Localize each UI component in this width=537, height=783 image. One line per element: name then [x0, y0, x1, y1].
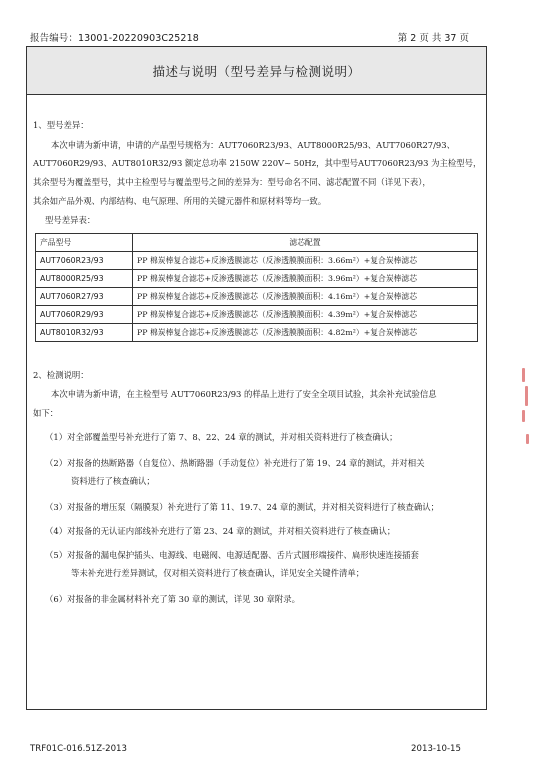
- test-item-1: （1）对全部覆盖型号补充进行了第 7、8、22、24 章的测试，并对相关资料进行了核查确认；: [45, 432, 398, 442]
- report-number: 报告编号：13001-20220903C25218: [30, 33, 199, 44]
- part2-intro-2: 如下：: [33, 408, 59, 418]
- model-difference-table: [35, 233, 478, 342]
- seal-mark: [522, 368, 525, 382]
- section-title: 描述与说明（型号差异与检测说明）: [27, 47, 486, 95]
- seal-mark: [525, 386, 528, 406]
- part1-line-3: 其余型号为覆盖型号，其中主检型号与覆盖型号之间的差异为：型号命名不同、滤芯配置不同（详见下表），: [33, 177, 431, 187]
- test-item-3: （3）对报备的增压泵（隔膜泵）补充进行了第 11、19.7、24 章的测试，并对相关资料进行了核查确认；: [45, 502, 439, 512]
- table-row: [36, 270, 478, 288]
- filter-cell: PP 棉炭棒复合滤芯+反渗透膜滤芯（反渗透膜膜面积：3.96m²）+复合炭棒滤芯: [133, 270, 478, 288]
- test-item-2-cont: 资料进行了核查确认；: [71, 476, 155, 486]
- seal-mark: [526, 434, 529, 444]
- table-row: [36, 288, 478, 306]
- seal-mark: [522, 410, 525, 422]
- part1-line-2: AUT7060R29/93、AUT8010R32/93 额定总功率 2150W 220V~ 50Hz，其中型号AUT7060R23/93 为主检型号，: [33, 158, 482, 168]
- table-row: [36, 306, 478, 324]
- filter-cell: PP 棉炭棒复合滤芯+反渗透膜滤芯（反渗透膜膜面积：4.16m²）+复合炭棒滤芯: [133, 288, 478, 306]
- model-cell: AUT7060R23/93: [36, 252, 133, 270]
- filter-cell: PP 棉炭棒复合滤芯+反渗透膜滤芯（反渗透膜膜面积：3.66m²）+复合炭棒滤芯: [133, 252, 478, 270]
- table-caption: 型号差异表：: [45, 215, 96, 225]
- filter-cell: PP 棉炭棒复合滤芯+反渗透膜滤芯（反渗透膜膜面积：4.39m²）+复合炭棒滤芯: [133, 306, 478, 324]
- part1-line-1: 本次申请为新申请，申请的产品型号规格为：AUT7060R23/93、AUT8000R25/93、AUT7060R27/93、: [51, 140, 455, 150]
- part2-intro-1: 本次申请为新申请，在主检型号 AUT7060R23/93 的样品上进行了安全全项目试验，其余补充试验信息: [51, 389, 437, 399]
- test-item-6: （6）对报备的非金属材料补充了第 30 章的测试，详见 30 章附录。: [45, 594, 301, 604]
- form-date: 2013-10-15: [411, 744, 461, 754]
- table-header-row: [36, 234, 478, 252]
- model-cell: AUT7060R27/93: [36, 288, 133, 306]
- header-filter-config: 滤芯配置: [133, 234, 478, 252]
- filter-cell: PP 棉炭棒复合滤芯+反渗透膜滤芯（反渗透膜膜面积：4.82m²）+复合炭棒滤芯: [133, 324, 478, 342]
- test-item-5: （5）对报备的漏电保护插头、电源线、电磁阀、电源适配器、舌片式圆形端接件、扁形快速连接插套: [45, 550, 419, 560]
- model-cell: AUT8010R32/93: [36, 324, 133, 342]
- table-row: [36, 324, 478, 342]
- model-cell: AUT8000R25/93: [36, 270, 133, 288]
- test-item-5-cont: 等未补充进行差异测试，仅对相关资料进行了核查确认，详见安全关键件清单；: [71, 568, 365, 578]
- part2-heading: 2、检测说明：: [33, 370, 89, 380]
- part1-line-4: 其余如产品外观、内部结构、电气原理、所用的关键元器件和原材料等均一致。: [33, 196, 327, 206]
- test-item-4: （4）对报备的无认证内部线补充进行了第 23、24 章的测试，并对相关资料进行了核查确认；: [45, 526, 396, 536]
- table-row: [36, 252, 478, 270]
- content-frame: [26, 46, 487, 710]
- form-number: TRF01C-016.51Z-2013: [30, 744, 127, 754]
- model-cell: AUT7060R29/93: [36, 306, 133, 324]
- part1-heading: 1、型号差异：: [33, 120, 89, 130]
- header-model: 产品型号: [36, 234, 133, 252]
- page-counter: 第 2 页 共 37 页: [397, 33, 469, 44]
- test-item-2: （2）对报备的热断路器（自复位）、热断路器（手动复位）补充进行了第 19、24 章的测试，并对相关: [45, 458, 425, 468]
